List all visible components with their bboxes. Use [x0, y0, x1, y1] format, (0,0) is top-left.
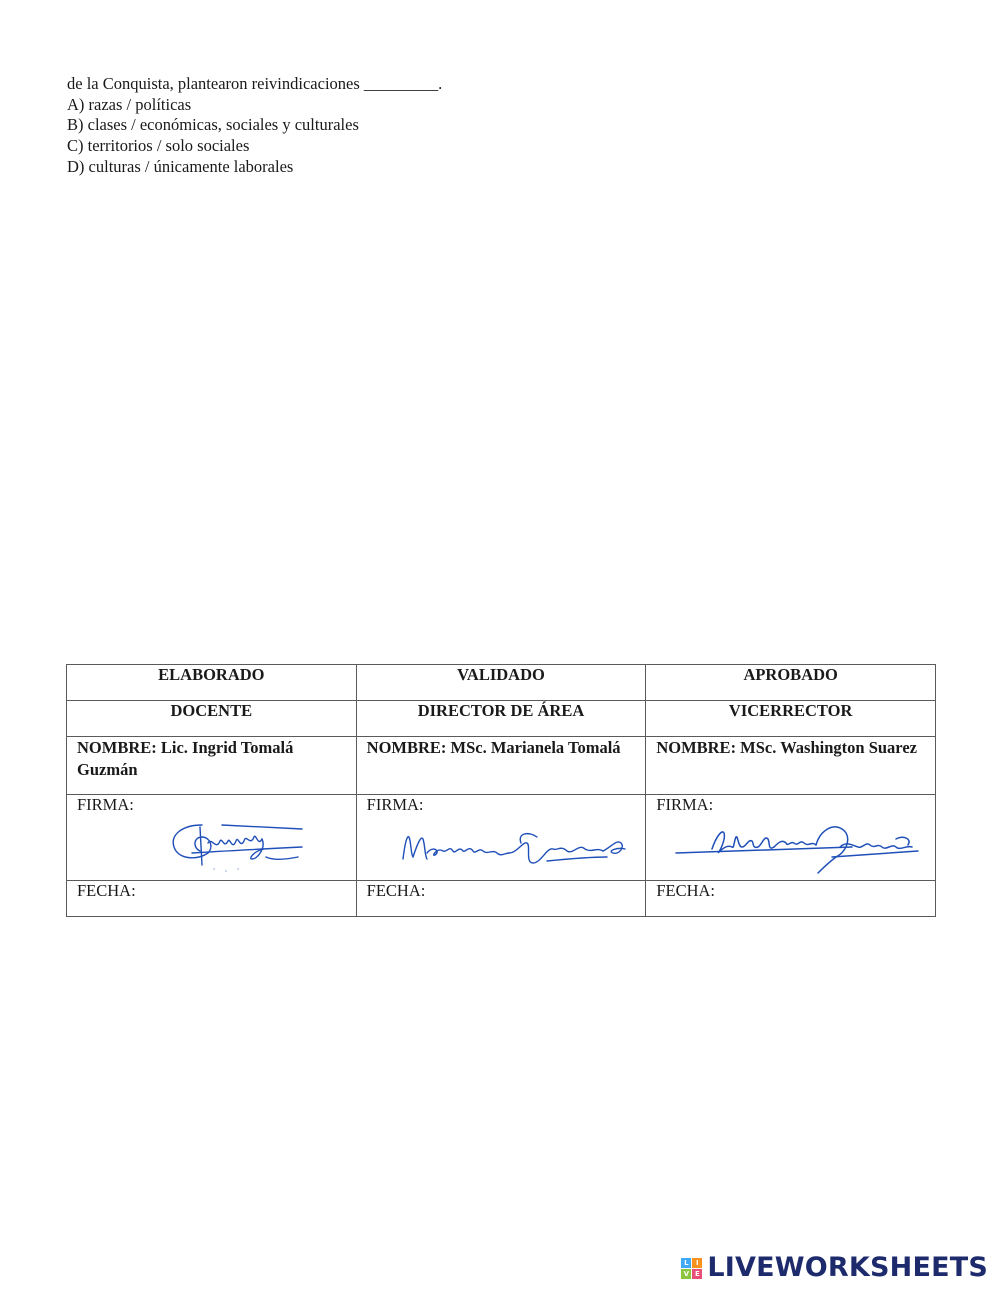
firma-row	[67, 795, 936, 881]
role-vicerrector: VICERRECTOR	[646, 701, 936, 737]
question-stem: de la Conquista, plantearon reivindicaciones _________.	[67, 74, 443, 93]
option-c: C) territorios / solo sociales	[67, 136, 250, 156]
liveworksheets-brand[interactable]	[681, 1253, 988, 1283]
signature-director-image	[397, 823, 637, 873]
role-docente: DOCENTE	[67, 701, 357, 737]
name-docente: NOMBRE: Lic. Ingrid Tomalá Guzmán	[67, 737, 357, 795]
logo-letter-e: E	[692, 1269, 702, 1279]
firma-label: FIRMA:	[366, 795, 424, 814]
name-vicerrector: NOMBRE: MSc. Washington Suarez	[646, 737, 936, 795]
fecha-director: FECHA:	[356, 881, 646, 917]
name-row	[67, 737, 936, 795]
firma-cell-docente	[67, 795, 357, 881]
liveworksheets-logo-icon	[681, 1258, 702, 1279]
option-b: B) clases / económicas, sociales y culturales	[67, 115, 359, 135]
status-elaborado: ELABORADO	[67, 665, 357, 701]
signature-vicerrector-image	[672, 817, 922, 879]
option-d: D) culturas / únicamente laborales	[67, 156, 294, 176]
option-a: A) razas / políticas	[67, 94, 192, 114]
firma-label: FIRMA:	[77, 795, 134, 814]
role-director: DIRECTOR DE ÁREA	[356, 701, 646, 737]
fecha-vicerrector: FECHA:	[646, 881, 936, 917]
brand-name: LIVEWORKSHEETS	[707, 1252, 988, 1283]
name-director: NOMBRE: MSc. Marianela Tomalá	[356, 737, 646, 795]
question-block	[67, 74, 442, 178]
status-row	[67, 665, 936, 701]
status-validado: VALIDADO	[356, 665, 646, 701]
signature-docente-image	[162, 807, 312, 877]
role-row	[67, 701, 936, 737]
firma-cell-director	[356, 795, 646, 881]
signature-table	[66, 664, 936, 917]
logo-letter-v: V	[681, 1269, 691, 1279]
status-aprobado: APROBADO	[646, 665, 936, 701]
fecha-row	[67, 881, 936, 917]
logo-letter-l: L	[681, 1258, 691, 1268]
firma-label: FIRMA:	[656, 795, 714, 814]
logo-letter-i: I	[692, 1258, 702, 1268]
firma-cell-vicerrector	[646, 795, 936, 881]
fecha-docente: FECHA:	[67, 881, 357, 917]
